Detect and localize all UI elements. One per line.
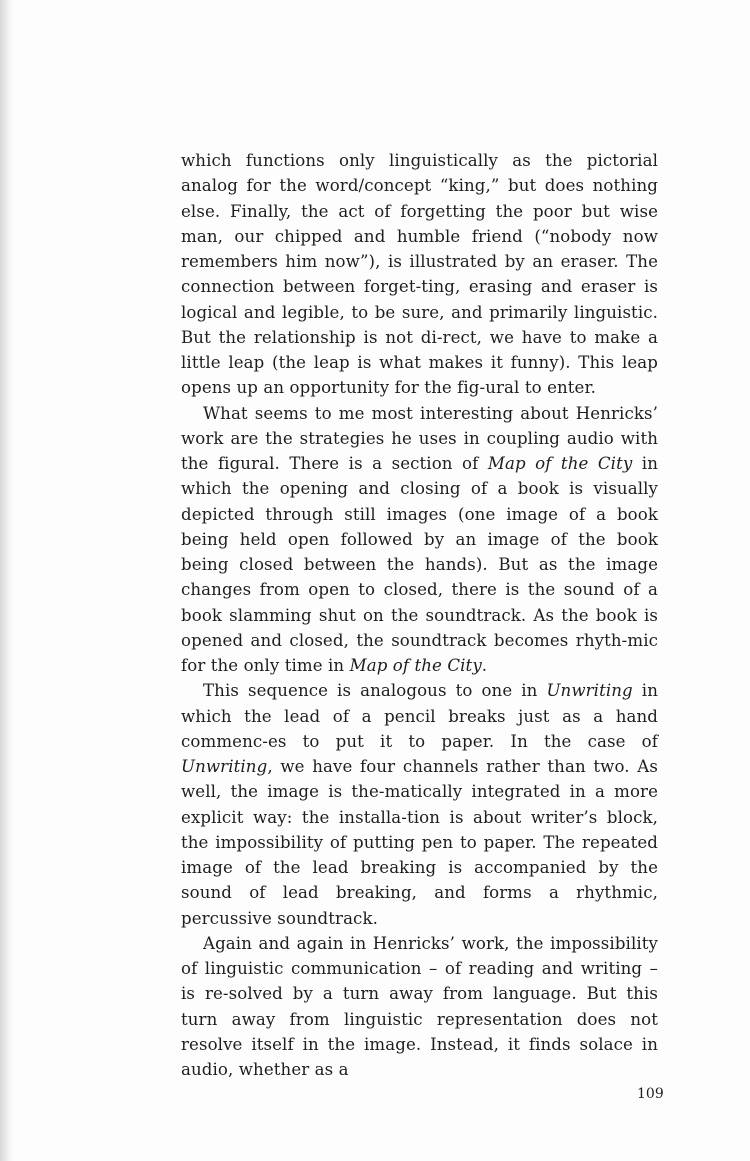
paragraph-2 [181,401,658,679]
body-text [181,148,658,1082]
work-title-map-of-the-city: Map of the City [487,454,633,473]
paragraph-3-text-c: , we have four channels rather than two. As well, the image is the-matically integrated in a more explicit way: the installa-tion is about writer’s block, the impossibility of putting pen to paper. The repeated image of the lead breaking is accompanied by the sound of lead breaking, and forms a rhythmic, percussive soundtrack. [181,757,658,928]
paragraph-2-text-a: What seems to me most interesting about Henricks’ work are the strategies he uses in coupling audio with the figural. There is a section of [181,403,658,473]
page-number: 109 [637,1086,664,1102]
paragraph-3-text-b: in which the lead of a pencil breaks just as a hand commenc-es to put it to paper. In the case of [181,681,658,751]
paragraph-3-text-a: This sequence is analogous to one in [203,681,547,701]
paragraph-3 [181,678,658,931]
paragraph-4: Again and again in Henricks’ work, the impossibility of linguistic communication – of reading and writing – is re-solved by a turn away from language. But this turn away from linguistic representation does not resolve itself in the image. Instead, it finds solace in audio, whether as a [181,933,658,1079]
paragraph-2-text-b: in which the opening and closing of a book is visually depicted through still images (one image of a book being held open followed by an image of the book being closed between the hands). But as the image changes from open to closed, there is the sound of a book slamming shut on the soundtrack. As the book is opened and closed, the soundtrack becomes rhyth-mic for the only time in [181,454,658,675]
work-title-unwriting: Unwriting [546,681,633,701]
paragraph-1: which functions only linguistically as the pictorial analog for the word/concept “king,” but does nothing else. Finally, the act of forgetting the poor but wise man, our chipped and humble friend (“nobody now remembers him now”), is illustrated by an eraser. The connection between forget-ting, erasing and eraser is logical and legible, to be sure, and primarily linguistic. But the relationship is not di-rect, we have to make a little leap (the leap is what makes it funny). This leap opens up an opportunity for the fig-ural to enter. [181,151,658,398]
work-title-map-of-the-city-2: Map of the City [349,656,482,675]
page-gutter-shadow [0,0,14,1161]
work-title-unwriting-2: Unwriting [181,757,268,776]
paragraph-2-text-c: . [481,656,488,675]
